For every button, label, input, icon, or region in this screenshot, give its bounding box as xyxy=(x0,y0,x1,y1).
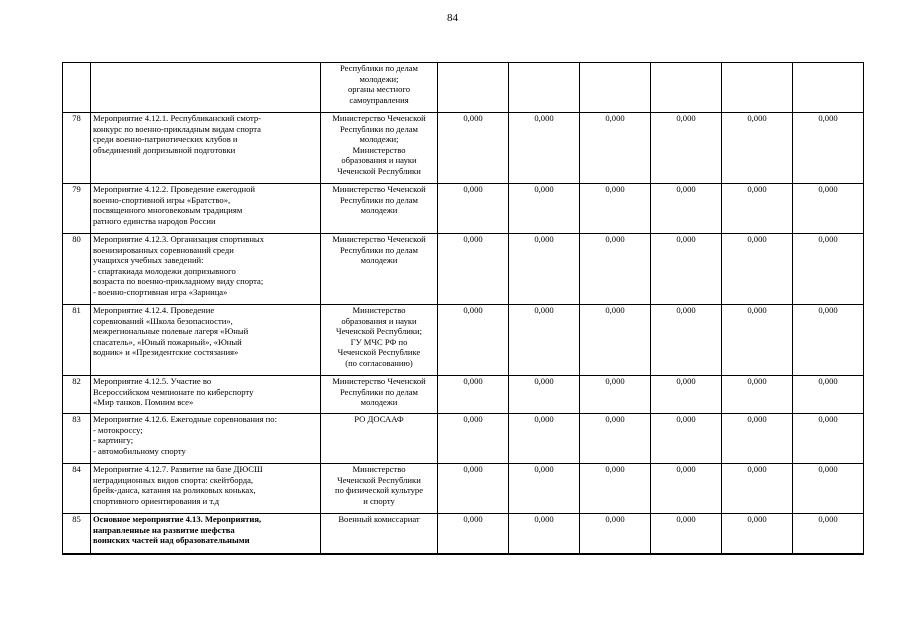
activity-name: Основное мероприятие 4.13. Мероприятия, направленные на развитие шефства воинских частей над образовательными xyxy=(91,514,321,554)
activity-name: Мероприятие 4.12.1. Республиканский смотр- конкурс по военно-прикладным видам спорта среди военно-патриотических клубов и объединений допризывной подготовки xyxy=(91,113,321,184)
table-row xyxy=(63,414,864,464)
funding-value: 0,000 xyxy=(509,464,580,514)
funding-value: 0,000 xyxy=(509,305,580,376)
funding-value xyxy=(438,63,509,113)
funding-value: 0,000 xyxy=(438,464,509,514)
funding-value: 0,000 xyxy=(793,464,864,514)
executor: Министерство Чеченской Республики по делам молодежи xyxy=(321,184,438,234)
funding-value xyxy=(793,63,864,113)
funding-value: 0,000 xyxy=(722,113,793,184)
activity-name: Мероприятие 4.12.3. Организация спортивных военизированных соревнований среди учащихся учебных заведений: - спартакиада молодежи допризывного возраста по военно-прикладному виду спорта; - военно-спортивная игра «Зарница» xyxy=(91,234,321,305)
activity-name xyxy=(91,63,321,113)
row-number: 78 xyxy=(63,113,91,184)
table-row xyxy=(63,514,864,554)
table-row xyxy=(63,234,864,305)
funding-value xyxy=(509,63,580,113)
funding-value: 0,000 xyxy=(793,514,864,554)
funding-value: 0,000 xyxy=(722,184,793,234)
activity-name: Мероприятие 4.12.2. Проведение ежегодной военно-спортивной игры «Братство», посвященного многовековым традициям ратного единства народов России xyxy=(91,184,321,234)
executor: Военный комиссариат xyxy=(321,514,438,554)
funding-value: 0,000 xyxy=(438,184,509,234)
funding-value: 0,000 xyxy=(438,514,509,554)
funding-value: 0,000 xyxy=(509,234,580,305)
table-row xyxy=(63,63,864,113)
activity-name: Мероприятие 4.12.6. Ежегодные соревнования по: - мотокроссу; - картингу; - автомобильному спорту xyxy=(91,414,321,464)
executor: Министерство Чеченской Республики по делам молодежи; Министерство образования и науки Чеченской Республики xyxy=(321,113,438,184)
funding-value: 0,000 xyxy=(580,234,651,305)
funding-value: 0,000 xyxy=(722,464,793,514)
funding-value: 0,000 xyxy=(793,234,864,305)
funding-value: 0,000 xyxy=(722,514,793,554)
funding-value: 0,000 xyxy=(651,464,722,514)
funding-value: 0,000 xyxy=(580,464,651,514)
funding-value: 0,000 xyxy=(651,414,722,464)
executor: РО ДОСААФ xyxy=(321,414,438,464)
funding-value: 0,000 xyxy=(438,376,509,414)
funding-value: 0,000 xyxy=(651,305,722,376)
table-row xyxy=(63,464,864,514)
funding-value: 0,000 xyxy=(651,376,722,414)
funding-value: 0,000 xyxy=(793,414,864,464)
activity-name: Мероприятие 4.12.7. Развитие на базе ДЮСШ нетрадиционных видов спорта: скейтборда, брейк-данса, катания на роликовых коньках, спортивного ориентирования и т.д xyxy=(91,464,321,514)
funding-value: 0,000 xyxy=(438,414,509,464)
row-number: 85 xyxy=(63,514,91,554)
funding-value: 0,000 xyxy=(509,414,580,464)
activity-name: Мероприятие 4.12.4. Проведение соревнований «Школа безопасности», межрегиональные полевые лагеря «Юный спасатель», «Юный пожарный», «Юный водник» и «Президентские состязания» xyxy=(91,305,321,376)
funding-value: 0,000 xyxy=(580,514,651,554)
table-row xyxy=(63,376,864,414)
funding-value: 0,000 xyxy=(580,113,651,184)
executor: Министерство Чеченской Республики по физической культуре и спорту xyxy=(321,464,438,514)
table-row xyxy=(63,184,864,234)
executor: Министерство образования и науки Чеченской Республики; ГУ МЧС РФ по Чеченской Республике (по согласованию) xyxy=(321,305,438,376)
table-row xyxy=(63,305,864,376)
funding-value: 0,000 xyxy=(793,376,864,414)
executor: Министерство Чеченской Республики по делам молодежи xyxy=(321,376,438,414)
table-row xyxy=(63,113,864,184)
funding-value: 0,000 xyxy=(793,184,864,234)
funding-value: 0,000 xyxy=(438,234,509,305)
funding-value: 0,000 xyxy=(651,514,722,554)
activity-name: Мероприятие 4.12.5. Участие во Всероссийском чемпионате по киберспорту «Мир танков. Помним все» xyxy=(91,376,321,414)
funding-value: 0,000 xyxy=(651,234,722,305)
funding-value: 0,000 xyxy=(438,113,509,184)
executor: Республики по делам молодежи; органы местного самоуправления xyxy=(321,63,438,113)
funding-value xyxy=(651,63,722,113)
funding-value xyxy=(580,63,651,113)
funding-value: 0,000 xyxy=(580,305,651,376)
funding-value: 0,000 xyxy=(722,414,793,464)
funding-value: 0,000 xyxy=(509,113,580,184)
funding-value: 0,000 xyxy=(580,184,651,234)
row-number xyxy=(63,63,91,113)
funding-value: 0,000 xyxy=(651,113,722,184)
row-number: 79 xyxy=(63,184,91,234)
program-activities-table xyxy=(62,62,864,555)
page-number: 84 xyxy=(447,12,458,24)
executor: Министерство Чеченской Республики по делам молодежи xyxy=(321,234,438,305)
row-number: 80 xyxy=(63,234,91,305)
funding-value: 0,000 xyxy=(722,234,793,305)
funding-value: 0,000 xyxy=(793,305,864,376)
funding-value: 0,000 xyxy=(509,184,580,234)
funding-value: 0,000 xyxy=(722,305,793,376)
row-number: 81 xyxy=(63,305,91,376)
funding-value: 0,000 xyxy=(438,305,509,376)
row-number: 84 xyxy=(63,464,91,514)
funding-value: 0,000 xyxy=(651,184,722,234)
row-number: 82 xyxy=(63,376,91,414)
funding-value: 0,000 xyxy=(722,376,793,414)
funding-value: 0,000 xyxy=(509,514,580,554)
funding-value: 0,000 xyxy=(580,414,651,464)
funding-value xyxy=(722,63,793,113)
funding-value: 0,000 xyxy=(580,376,651,414)
funding-value: 0,000 xyxy=(509,376,580,414)
row-number: 83 xyxy=(63,414,91,464)
funding-value: 0,000 xyxy=(793,113,864,184)
